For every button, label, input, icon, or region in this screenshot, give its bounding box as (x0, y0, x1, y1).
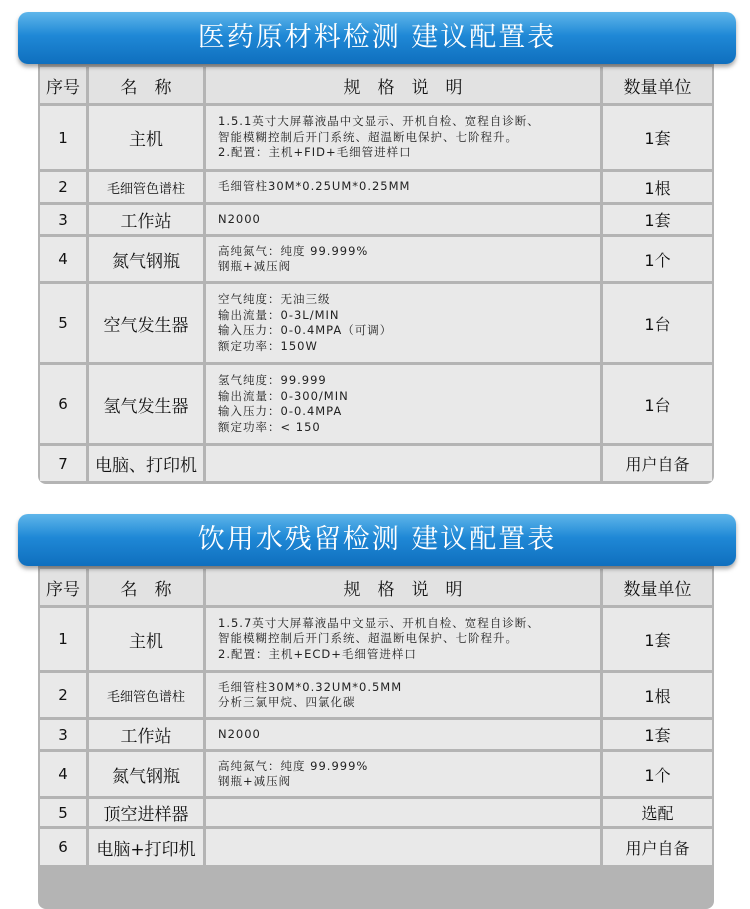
row-spec-cell (206, 237, 600, 281)
header-spec (206, 67, 600, 103)
row-spec-line: 毛细管柱30M*0.32UM*0.5MM (218, 679, 403, 694)
header-qty-text: 数量单位 (623, 579, 692, 600)
row-name-cell (89, 172, 203, 202)
row-spec-line: 额定功率：150W (218, 338, 318, 353)
row-spec-line: 1.5.1英寸大屏幕液晶中文显示、开机自检、宽程自诊断、 (218, 114, 540, 129)
row-qty: 1个 (644, 250, 671, 270)
row-index-cell (40, 172, 86, 202)
row-name-cell (89, 106, 203, 169)
row-spec-cell (206, 106, 600, 169)
row-name: 氮气钢瓶 (112, 251, 180, 272)
row-qty-cell (603, 365, 712, 443)
table-row (38, 446, 714, 481)
row-qty-cell (603, 205, 712, 234)
row-qty-cell (603, 106, 712, 169)
row-name: 电脑+打印机 (96, 839, 196, 860)
row-qty-cell (603, 446, 712, 481)
row-index: 4 (58, 765, 68, 783)
row-spec-line: 1.5.7英寸大屏幕液晶中文显示、开机自检、宽程自诊断、 (218, 615, 540, 630)
row-index-cell (40, 446, 86, 481)
table-title-banner (18, 514, 736, 566)
row-spec-line: 额定功率：< 150 (218, 419, 321, 434)
table-row (38, 172, 714, 202)
row-name-cell (89, 205, 203, 234)
row-spec-line: 输入压力：0-0.4MPA（可调） (218, 323, 393, 337)
row-qty: 1台 (644, 314, 671, 334)
row-spec-line: 2.配置：主机+FID+毛细管进样口 (218, 145, 412, 160)
row-index-cell (40, 284, 86, 362)
row-spec-line: 输出流量：0-300/MIN (218, 388, 349, 403)
row-spec-line: 智能模糊控制后开门系统、超温断电保护、七阶程升。 (218, 631, 518, 646)
row-index: 4 (58, 250, 68, 268)
row-qty: 1个 (644, 765, 671, 785)
row-qty-cell (603, 799, 712, 826)
header-qty (603, 67, 712, 103)
header-spec-text: 规 格 说 明 (343, 77, 463, 98)
table-body (38, 58, 714, 484)
row-name-cell (89, 608, 203, 670)
row-name-cell (89, 284, 203, 362)
row-spec-line: 空气纯度：无油三级 (218, 292, 331, 306)
row-qty: 1台 (644, 395, 671, 415)
row-spec-line: 钢瓶+减压阀 (218, 259, 292, 273)
row-index-cell (40, 673, 86, 717)
header-spec-text: 规 格 说 明 (343, 579, 463, 600)
row-spec-cell (206, 829, 600, 865)
header-index-text: 序号 (46, 579, 80, 600)
row-spec-cell (206, 284, 600, 362)
table-row (38, 365, 714, 443)
table-header-row (38, 67, 714, 103)
header-name (89, 67, 203, 103)
row-spec-cell (206, 365, 600, 443)
row-spec-line: 2.配置：主机+ECD+毛细管进样口 (218, 646, 417, 661)
row-name: 主机 (129, 130, 163, 150)
row-index-cell (40, 237, 86, 281)
row-qty: 用户自备 (625, 455, 690, 474)
row-index-cell (40, 720, 86, 749)
header-name-text: 名 称 (120, 579, 172, 600)
row-name: 顶空进样器 (103, 805, 189, 825)
row-spec-line: N2000 (218, 726, 261, 741)
header-index-text: 序号 (46, 77, 80, 98)
table-row (38, 608, 714, 670)
row-index-cell (40, 205, 86, 234)
row-index: 5 (58, 803, 68, 822)
table-row (38, 829, 714, 865)
row-name-cell (89, 752, 203, 796)
row-index: 1 (58, 630, 68, 648)
row-spec-cell (206, 172, 600, 202)
row-qty: 1套 (644, 129, 671, 148)
row-spec-line: 分析三氯甲烷、四氯化碳 (218, 695, 356, 709)
row-qty-cell (603, 752, 712, 796)
row-name: 毛细管色谱柱 (106, 689, 185, 705)
row-name: 氮气钢瓶 (112, 766, 180, 787)
header-spec (206, 569, 600, 605)
table-row (38, 799, 714, 826)
row-spec-line: N2000 (218, 211, 261, 226)
row-spec-cell (206, 799, 600, 826)
row-spec-cell (206, 673, 600, 717)
row-spec-line: 氢气纯度：99.999 (218, 373, 327, 387)
row-index: 3 (58, 210, 68, 229)
row-qty: 1根 (644, 686, 671, 706)
header-index (40, 67, 86, 103)
row-qty: 1根 (644, 178, 671, 198)
row-index: 7 (58, 454, 68, 473)
row-index: 1 (58, 128, 68, 147)
row-index: 3 (58, 725, 68, 744)
row-index: 6 (58, 395, 68, 413)
row-qty: 1套 (644, 630, 671, 650)
row-name: 主机 (129, 631, 163, 652)
row-spec-cell (206, 608, 600, 670)
table-row (38, 106, 714, 169)
row-spec-cell (206, 446, 600, 481)
table-header-row (38, 569, 714, 605)
table-row (38, 237, 714, 281)
header-index (40, 569, 86, 605)
table-row (38, 284, 714, 362)
row-spec-line: 输出流量：0-3L/MIN (218, 307, 340, 322)
row-spec-line: 高纯氮气：纯度 99.999% (218, 243, 369, 258)
row-index-cell (40, 106, 86, 169)
row-index: 2 (58, 178, 68, 196)
header-name (89, 569, 203, 605)
row-name-cell (89, 720, 203, 749)
row-qty: 1套 (644, 211, 671, 230)
row-qty: 用户自备 (625, 838, 690, 858)
row-name-cell (89, 799, 203, 826)
table-row (38, 752, 714, 796)
row-spec-cell (206, 205, 600, 234)
row-index-cell (40, 829, 86, 865)
row-name: 工作站 (120, 727, 172, 747)
row-spec-line: 输入压力：0-0.4MPA (218, 404, 343, 418)
row-name: 氢气发生器 (103, 396, 189, 417)
row-qty: 1套 (644, 726, 671, 745)
table-title-banner (18, 12, 736, 64)
row-qty: 选配 (641, 804, 674, 823)
row-name: 工作站 (120, 212, 172, 232)
table-title: 医药原材料检测 建议配置表 (197, 22, 557, 53)
row-index-cell (40, 799, 86, 826)
row-spec-cell (206, 752, 600, 796)
table-title: 饮用水残留检测 建议配置表 (197, 524, 557, 555)
row-spec-line: 高纯氮气：纯度 99.999% (218, 758, 369, 773)
row-name-cell (89, 829, 203, 865)
row-spec-line: 智能模糊控制后开门系统、超温断电保护、七阶程升。 (218, 129, 518, 144)
row-spec-line: 毛细管柱30M*0.25UM*0.25MM (218, 179, 411, 194)
row-name-cell (89, 446, 203, 481)
row-qty-cell (603, 720, 712, 749)
row-qty-cell (603, 172, 712, 202)
header-qty-text: 数量单位 (623, 77, 692, 98)
row-spec-cell (206, 720, 600, 749)
row-index-cell (40, 365, 86, 443)
table-body (38, 560, 714, 909)
table-row (38, 720, 714, 749)
row-index-cell (40, 752, 86, 796)
table-row (38, 673, 714, 717)
row-index-cell (40, 608, 86, 670)
row-name: 电脑、打印机 (95, 456, 197, 476)
row-name-cell (89, 237, 203, 281)
row-spec-line: 钢瓶+减压阀 (218, 774, 292, 788)
row-qty-cell (603, 237, 712, 281)
row-qty-cell (603, 673, 712, 717)
row-qty-cell (603, 829, 712, 865)
table-row (38, 205, 714, 234)
row-index: 2 (58, 686, 68, 704)
row-index: 5 (58, 314, 68, 332)
header-name-text: 名 称 (120, 77, 172, 98)
row-name: 毛细管色谱柱 (106, 181, 185, 197)
row-index: 6 (58, 838, 68, 856)
row-qty-cell (603, 284, 712, 362)
row-qty-cell (603, 608, 712, 670)
row-name: 空气发生器 (103, 315, 189, 336)
header-qty (603, 569, 712, 605)
row-name-cell (89, 365, 203, 443)
row-name-cell (89, 673, 203, 717)
